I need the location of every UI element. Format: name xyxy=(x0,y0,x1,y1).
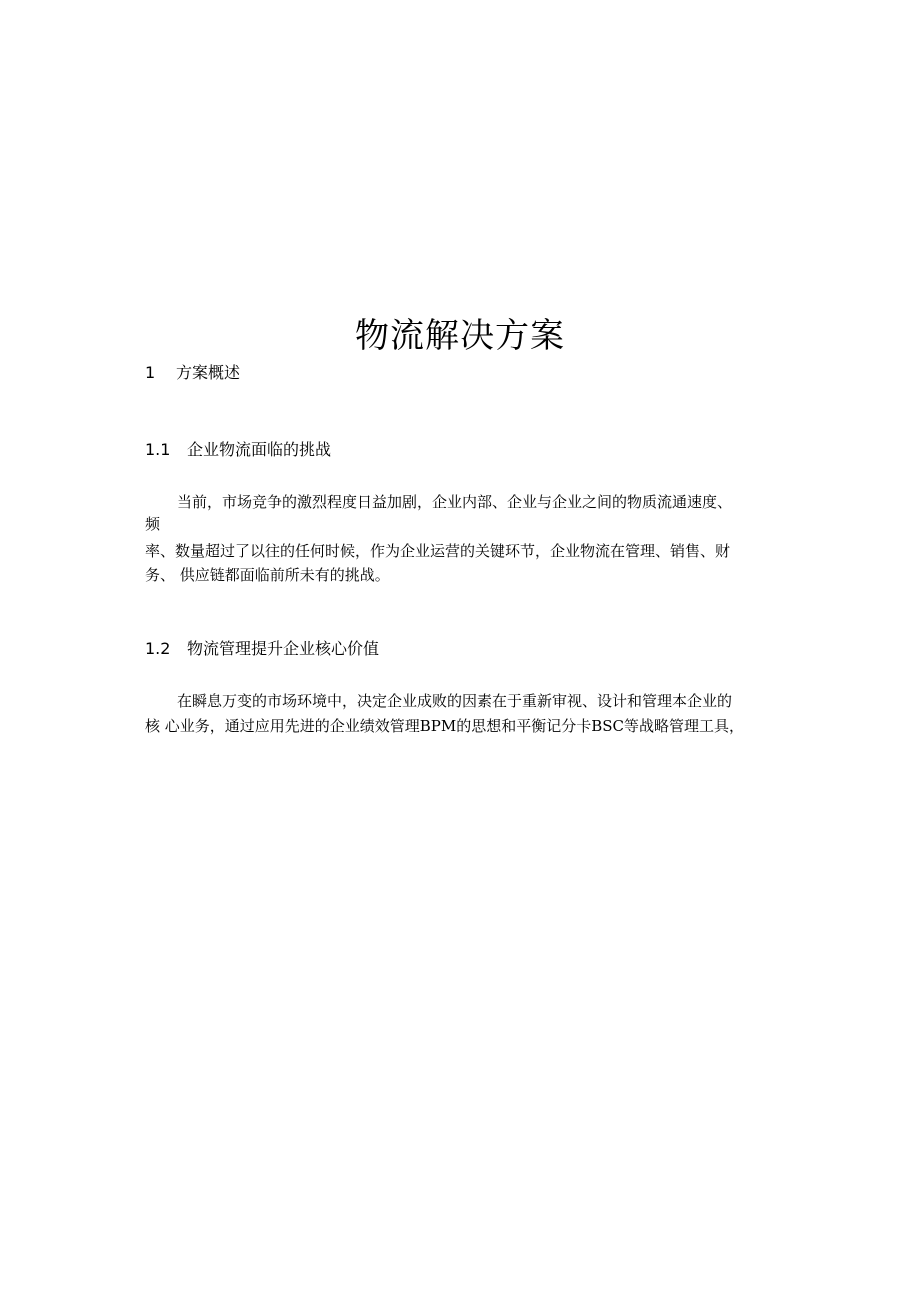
section-number: 1 xyxy=(145,363,156,382)
section-heading-1 xyxy=(145,362,240,384)
section-number: 1.2 xyxy=(145,639,171,658)
paragraph-line: 核 心业务，通过应用先进的企业绩效管理BPM的思想和平衡记分卡BSC等战略管理工具， xyxy=(145,717,745,735)
section-number: 1.1 xyxy=(145,440,171,459)
section-heading-1-1 xyxy=(145,439,331,461)
paragraph-line: 务、 供应链都面临前所未有的挑战。 xyxy=(145,566,390,584)
paragraph-line: 在瞬息万变的市场环境中，决定企业成败的因素在于重新审视、设计和管理本企业的 xyxy=(177,692,733,710)
paragraph-line: 频 xyxy=(145,515,161,533)
section-title: 物流管理提升企业核心价值 xyxy=(187,639,380,658)
paragraph-line: 率、数量超过了以往的任何时候，作为企业运营的关键环节，企业物流在管理、销售、财 xyxy=(145,542,731,560)
section-title: 方案概述 xyxy=(176,363,241,382)
section-title: 企业物流面临的挑战 xyxy=(187,440,332,459)
section-heading-1-2 xyxy=(145,638,379,660)
document-title: 物流解决方案 xyxy=(355,316,565,356)
paragraph-line: 当前，市场竞争的激烈程度日益加剧，企业内部、企业与企业之间的物质流通速度、 xyxy=(177,493,733,511)
